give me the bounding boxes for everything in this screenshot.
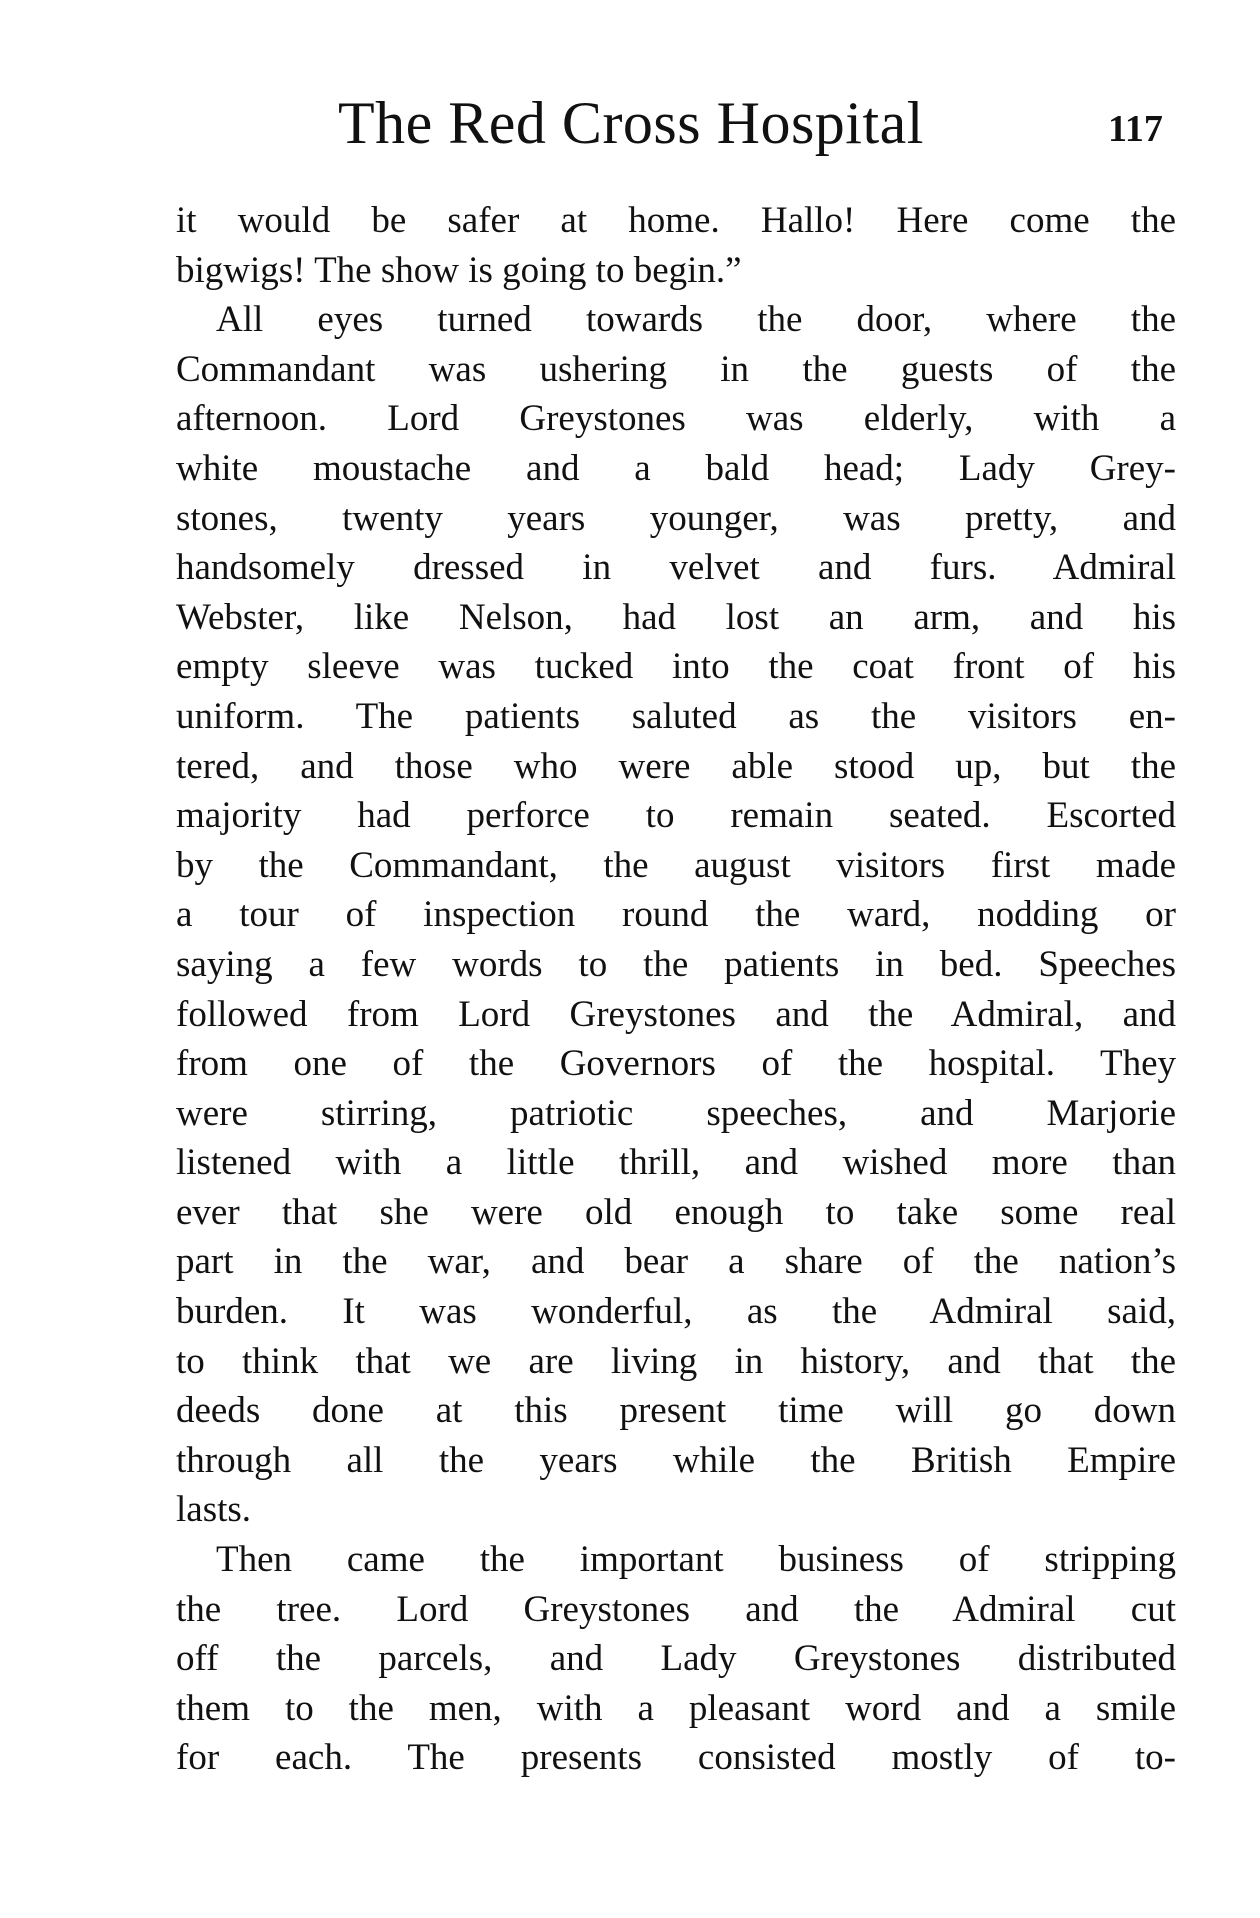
text-line: saying a few words to the patients in bed. Speeches [176, 943, 1176, 985]
text-line: to think that we are living in history, and that the [176, 1340, 1176, 1382]
text-line: tered, and those who were able stood up, but the [176, 745, 1176, 787]
text-line: Then came the important business of stripping [216, 1539, 1176, 1581]
text-line: followed from Lord Greystones and the Admiral, and [176, 993, 1176, 1035]
text-line: Commandant was ushering in the guests of the [176, 348, 1176, 390]
text-line: listened with a little thrill, and wished more than [176, 1142, 1176, 1184]
text-line: the tree. Lord Greystones and the Admiral cut [176, 1588, 1176, 1630]
text-line: white moustache and a bald head; Lady Grey- [176, 447, 1176, 489]
text-line: majority had perforce to remain seated. Escorted [176, 795, 1176, 837]
text-line: from one of the Governors of the hospital. They [176, 1043, 1176, 1085]
text-line: part in the war, and bear a share of the nation’s [176, 1241, 1176, 1283]
text-line: bigwigs! The show is going to begin.” [176, 249, 742, 291]
text-line: Webster, like Nelson, had lost an arm, and his [176, 596, 1176, 638]
text-line: by the Commandant, the august visitors first made [176, 844, 1176, 886]
text-line: it would be safer at home. Hallo! Here come the [176, 200, 1176, 241]
text-line: off the parcels, and Lady Greystones distributed [176, 1638, 1176, 1680]
text-line: burden. It was wonderful, as the Admiral said, [176, 1291, 1176, 1333]
text-line: ever that she were old enough to take some real [176, 1191, 1176, 1233]
text-line: deeds done at this present time will go down [176, 1390, 1176, 1432]
text-line: were stirring, patriotic speeches, and Marjorie [176, 1092, 1176, 1134]
body-text [176, 196, 1176, 1783]
text-line: stones, twenty years younger, was pretty, and [176, 497, 1176, 539]
text-line: them to the men, with a pleasant word and a smile [176, 1687, 1176, 1729]
text-line: All eyes turned towards the door, where the [216, 299, 1176, 341]
text-line: lasts. [176, 1489, 252, 1531]
text-line: afternoon. Lord Greystones was elderly, with a [176, 398, 1176, 440]
text-line: empty sleeve was tucked into the coat front of his [176, 646, 1176, 688]
text-line: uniform. The patients saluted as the visitors en- [176, 695, 1176, 737]
text-line: a tour of inspection round the ward, nodding or [176, 894, 1176, 936]
text-line: through all the years while the British Empire [176, 1439, 1176, 1481]
page-number: 117 [1108, 108, 1163, 150]
text-line: handsomely dressed in velvet and furs. Admiral [176, 547, 1176, 589]
text-line: for each. The presents consisted mostly of to- [176, 1737, 1176, 1779]
running-title: The Red Cross Hospital [338, 90, 924, 156]
